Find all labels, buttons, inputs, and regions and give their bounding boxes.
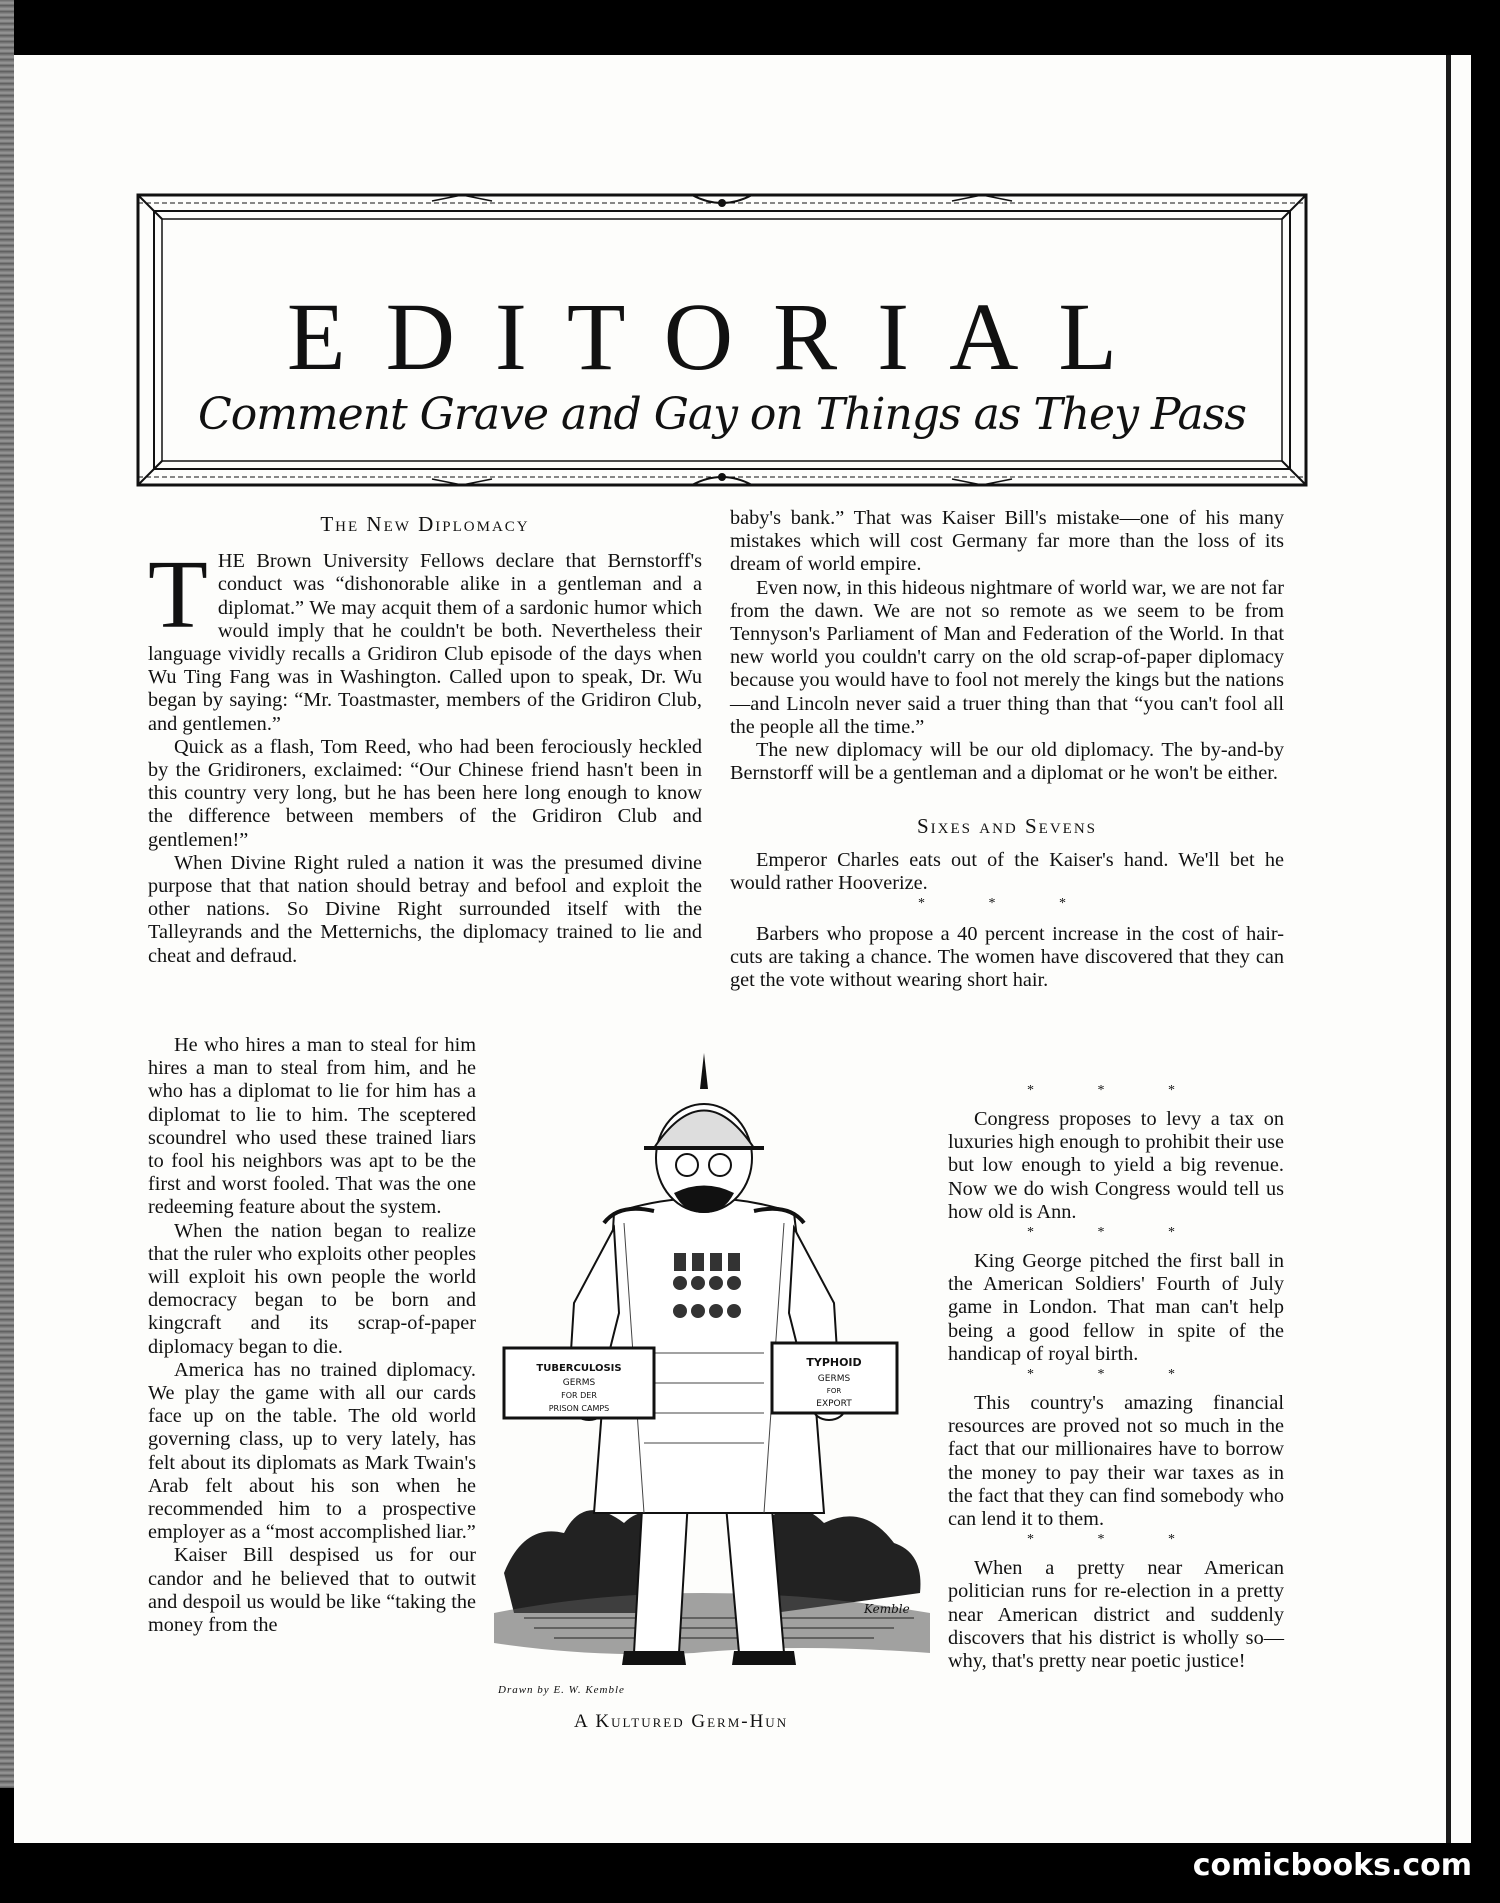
page — [14, 55, 1446, 1843]
paragraph: When Divine Right ruled a nation it was the presumed divine purpose that that nation should betray and befool and exploit the other nations. So Divine Right surrounded itself with the Talleyrands and the Metternichs, the diplomacy trained to lie and cheat and defraud. — [148, 851, 702, 967]
artist-signature: Kemble — [864, 1602, 910, 1616]
paragraph: Quick as a flash, Tom Reed, who had been ferociously heckled by the Gridironers, exclaimed: “Our Chinese friend hasn't been in this country very long, but he has been here long enough to know the difference between members of the Gridiron Club and gentlemen!” — [148, 735, 702, 851]
right-column — [730, 507, 1284, 993]
paragraph: baby's bank.” That was Kaiser Bill's mistake—one of his many mistakes which will cost Germany far more than the loss of its dream of world empire. — [730, 507, 1284, 576]
next-page-edge — [1451, 55, 1471, 1843]
cartoon-caption: A Kultured Germ-Hun — [574, 1711, 789, 1732]
separator-stars: * * * — [1027, 1225, 1205, 1241]
sixes-item: Congress proposes to levy a tax on luxuries high enough to prohibit their use but low enough to yield a big revenue. Now we do wish Congress would tell us how old is Ann. — [948, 1108, 1284, 1223]
cartoon-credit: Drawn by E. W. Kemble — [498, 1684, 625, 1696]
cartoon-illustration — [494, 1053, 930, 1683]
separator-stars: * * * — [1027, 1367, 1205, 1383]
paragraph: America has no trained diplomacy. We play the game with all our cards face up on the table. The old world governing class, up to very lately, has felt about its diplomats as Mark Twain's Arab felt about his son when he recommended him to a prospective employer as a “most accomplished liar.” — [148, 1358, 476, 1544]
dropcap: T — [148, 541, 208, 650]
sixes-item: Emperor Charles eats out of the Kaiser's hand. We'll bet he would rather Hooverize. — [730, 848, 1284, 894]
masthead-frame — [132, 189, 1312, 491]
right-column-narrow — [948, 1082, 1284, 1673]
paragraph — [148, 541, 702, 736]
paragraph-text: HE Brown University Fellows declare that Bernstorff's conduct was “dishonorable alike in a gentleman and a diplomat.” We may acquit them of a sardonic humor which would imply that he couldn't be both. Nevertheless their language vividly recalls a Gridiron Club episode of the days when Wu Ting Fang was in Washington. Called upon to speak, Dr. Wu began by saying: “Mr. Toastmaster, members of the Gridiron Club, and gentlemen.” — [148, 550, 702, 735]
svg-text:FOR DER: FOR DER — [561, 1391, 597, 1400]
sixes-item: This country's amazing financial resources are proved not so much in the fact that our millionaires have to borrow the money to pay their war taxes as in the fact that they can find somebody who can lend it to them. — [948, 1392, 1284, 1531]
separator-stars: * * * — [918, 896, 1096, 912]
svg-text:FOR: FOR — [826, 1387, 842, 1395]
sixes-item: King George pitched the first ball in the American Soldiers' Fourth of July game in London. That man can't help being a good fellow in spite of the handicap of royal birth. — [948, 1250, 1284, 1365]
paragraph: Even now, in this hideous nightmare of world war, we are not far from the dawn. We are not so remote as we seem to be from Tennyson's Parliament of Man and Federation of the World. In that new world you couldn't carry on the old scrap-of-paper diplomacy because you would have to fool not merely the kings but the nations—and Lincoln never said a truer thing than that “you can't fool all the people all the time.” — [730, 576, 1284, 738]
box-label-typhoid: TYPHOID — [806, 1356, 862, 1369]
paragraph: Kaiser Bill despised us for our candor and he believed that to outwit and despoil us would be like “taking the money from the — [148, 1544, 476, 1637]
masthead-title: EDITORIAL — [286, 283, 1158, 390]
article-new-diplomacy — [148, 513, 702, 968]
separator-stars: * * * — [1027, 1083, 1205, 1098]
paragraph: The new diplomacy will be our old diplomacy. The by-and-by Bernstorff will be a gentleman and a diplomat or he won't be either. — [730, 739, 1284, 785]
sixes-item: Barbers who propose a 40 percent increase in the cost of hair-cuts are taking a chance. The women have discovered that they can get the vote without wearing short hair. — [730, 923, 1284, 992]
svg-text:EXPORT: EXPORT — [816, 1399, 852, 1409]
paragraph: He who hires a man to steal for him hires a man to steal from him, and he who has a diplomat to lie for him has a diplomat to lie to him. The sceptered scoundrel who used these trained liars to fool his neighbors was apt to be the first and worst fooled. That was the one redeeming feature about the system. — [148, 1034, 476, 1219]
sixes-item: When a pretty near American politician runs for re-election in a pretty near American district and suddenly discovers that his district is wholly so—why, that's pretty near poetic justice! — [948, 1557, 1284, 1673]
separator-stars: * * * — [1027, 1532, 1205, 1548]
box-label-tuberculosis: TUBERCULOSIS — [536, 1363, 622, 1374]
watermark: comicbooks.com — [1192, 1848, 1472, 1883]
svg-text:PRISON CAMPS: PRISON CAMPS — [548, 1404, 610, 1413]
article-new-diplomacy-continued — [148, 1034, 476, 1637]
paragraph: When the nation began to realize that the ruler who exploits other peoples will exploit his own people the world democracy began to be born and kingcraft and its scrap-of-paper diplomacy began to die. — [148, 1219, 476, 1358]
svg-text:GERMS: GERMS — [817, 1374, 851, 1384]
article-heading: The New Diplomacy — [320, 512, 530, 536]
page-edge — [0, 0, 14, 1788]
masthead-subtitle: Comment Grave and Gay on Things as They Pass — [198, 389, 1246, 440]
svg-text:GERMS: GERMS — [562, 1378, 596, 1388]
article-heading: Sixes and Sevens — [916, 814, 1098, 839]
kaiser-cartoon-drawing — [494, 1053, 930, 1683]
